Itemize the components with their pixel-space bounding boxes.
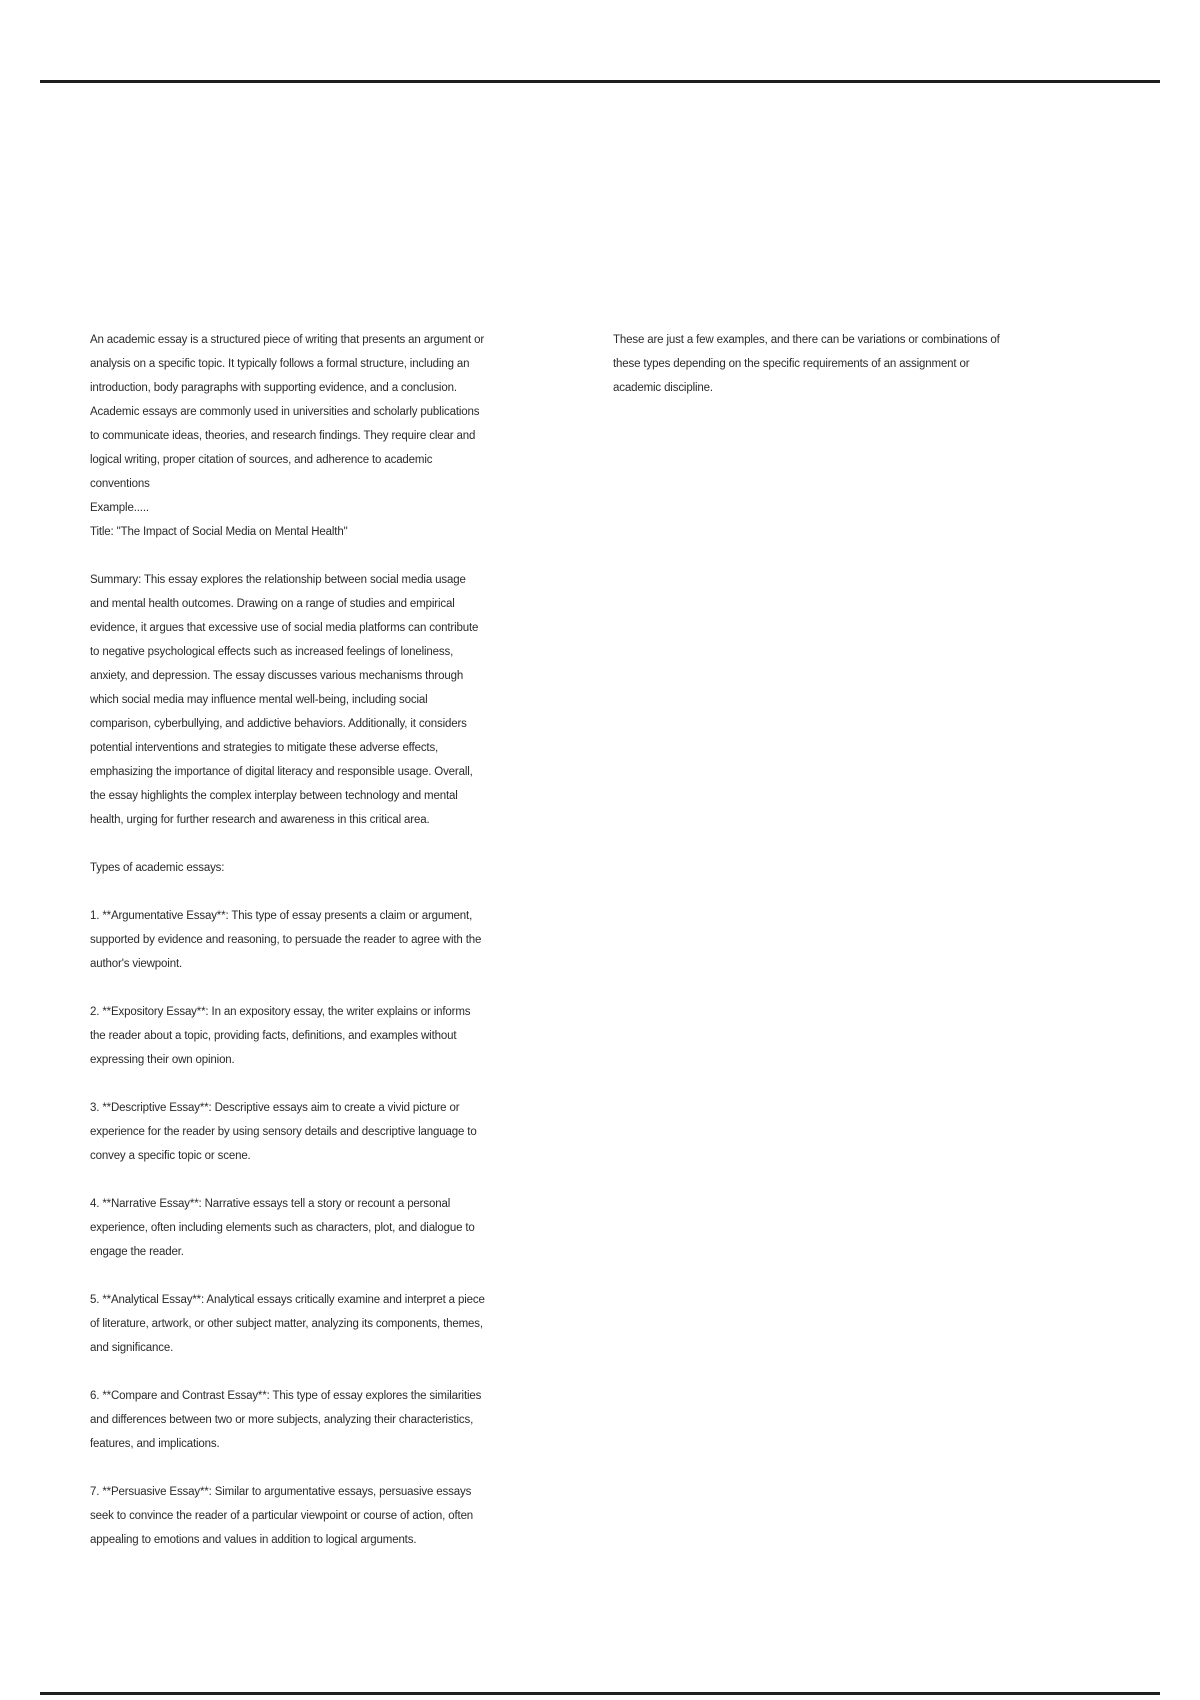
essay-type-item: 6. **Compare and Contrast Essay**: This type of essay explores the similarities and differences between two or more subjects, analyzing their characteristics, features, and implications. (90, 1390, 482, 1450)
essay-type-item: 5. **Analytical Essay**: Analytical essays critically examine and interpret a piece of literature, artwork, or other subject matter, analyzing its components, themes, and significance. (90, 1294, 485, 1354)
example-title: Title: "The Impact of Social Media on Mental Health" (90, 526, 348, 538)
summary-paragraph: Summary: This essay explores the relationship between social media usage and mental health outcomes. Drawing on a range of studies and empirical evidence, it argues that excessive use of social media platforms can contribute to negative psychological effects such as increased feelings of loneliness, anxiety, and depression. The essay discusses various mechanisms through which social media may influence mental well-being, including social comparison, cyberbullying, and addictive behaviors. Additionally, it considers potential interventions and strategies to mitigate these adverse effects, emphasizing the importance of digital literacy and responsible usage. Overall, the essay highlights the complex interplay between technology and mental health, urging for further research and awareness in this critical area. (90, 574, 479, 826)
types-heading: Types of academic essays: (90, 862, 225, 874)
essay-type-item: 7. **Persuasive Essay**: Similar to argumentative essays, persuasive essays seek to convince the reader of a particular viewpoint or course of action, often appealing to emotions and values in addition to logical arguments. (90, 1486, 474, 1546)
top-divider (40, 80, 1160, 83)
essay-type-item: 3. **Descriptive Essay**: Descriptive essays aim to create a vivid picture or experience for the reader by using sensory details and descriptive language to convey a specific topic or scene. (90, 1102, 477, 1162)
essay-type-item: 4. **Narrative Essay**: Narrative essays tell a story or recount a personal experience, often including elements such as characters, plot, and dialogue to engage the reader. (90, 1198, 475, 1258)
closing-paragraph: These are just a few examples, and there can be variations or combinations of these types depending on the specific requirements of an assignment or academic discipline. (613, 334, 1000, 394)
intro-paragraph: An academic essay is a structured piece of writing that presents an argument or analysis on a specific topic. It typically follows a formal structure, including an introduction, body paragraphs with supporting evidence, and a conclusion. Academic essays are commonly used in universities and scholarly publications to communicate ideas, theories, and research findings. They require clear and logical writing, proper citation of sources, and adherence to academic conventions (90, 334, 485, 490)
essay-type-item: 1. **Argumentative Essay**: This type of essay presents a claim or argument, supported by evidence and reasoning, to persuade the reader to agree with the author's viewpoint. (90, 910, 482, 970)
bottom-divider (40, 1692, 1160, 1695)
essay-type-item: 2. **Expository Essay**: In an expository essay, the writer explains or informs the reader about a topic, providing facts, definitions, and examples without expressing their own opinion. (90, 1006, 471, 1066)
left-column (90, 328, 485, 1552)
right-column (613, 328, 1003, 400)
example-label: Example..... (90, 502, 149, 514)
